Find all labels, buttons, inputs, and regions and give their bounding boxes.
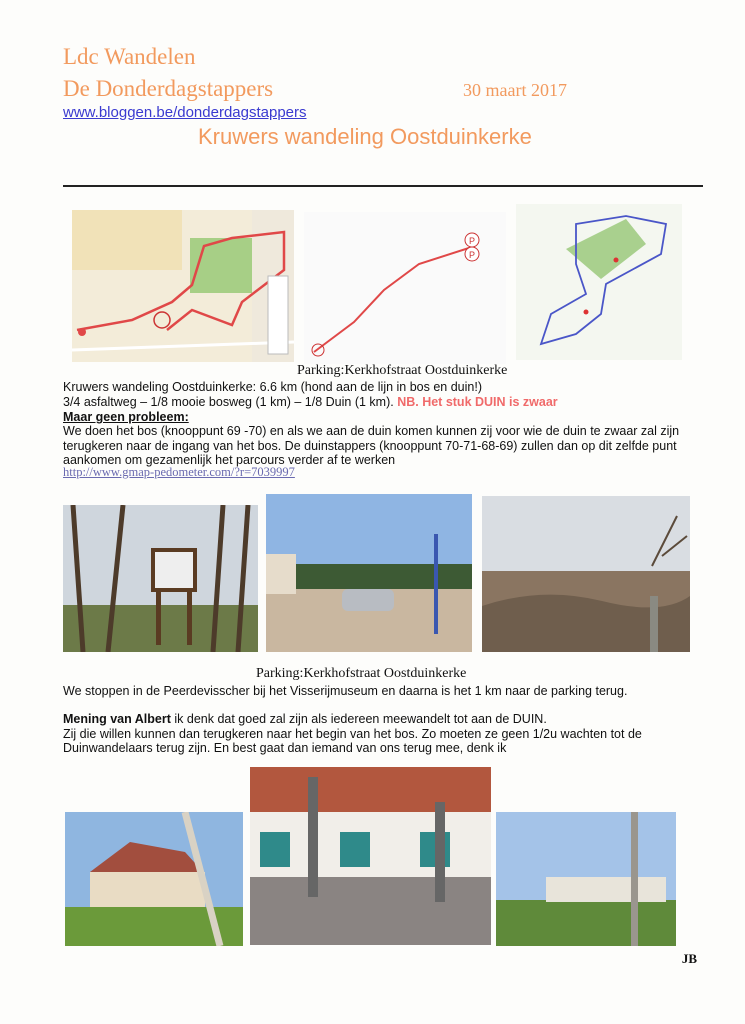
marker-p2: P <box>469 250 476 260</box>
marker-p1: P <box>469 236 476 246</box>
photo-museum-terrace <box>250 767 491 945</box>
map-image-dunes <box>516 204 682 360</box>
pedometer-link[interactable]: http://www.gmap-pedometer.com/?r=7039997 <box>63 465 295 479</box>
date: 30 maart 2017 <box>463 80 567 100</box>
author-initials: JB <box>681 951 697 966</box>
dune-warning: NB. Het stuk DUIN is zwaar <box>397 395 558 409</box>
opinion-line3: Duinwandelaars terug zijn. En best gaat dan iemand van ons terug mee, denk ik <box>63 741 507 755</box>
info-line2 <box>63 395 558 410</box>
info-line1: Kruwers wandeling Oostduinkerke: 6.6 km (hond aan de lijn in bos en duin!) <box>63 380 482 394</box>
opinion-line1-text: ik denk dat goed zal zijn als iedereen meewandelt tot aan de DUIN. <box>170 712 547 726</box>
photo-houses <box>65 812 243 946</box>
opinion-label: Mening van Albert <box>63 712 171 726</box>
middle-caption: Parking:Kerkhofstraat Oostduinkerke <box>256 666 467 681</box>
photo-street-view <box>496 812 676 946</box>
walk-title: Kruwers wandeling Oostduinkerke <box>198 124 532 149</box>
info-line2-text: 3/4 asfaltweg – 1/8 mooie bosweg (1 km) – 1/8 Duin (1 km). <box>63 395 394 409</box>
map-image-route <box>304 212 506 364</box>
blog-link[interactable]: www.bloggen.be/donderdagstappers <box>63 104 307 121</box>
org-title: Ldc Wandelen <box>63 44 196 69</box>
photo-forest-entrance <box>63 505 258 652</box>
photo-parking-lot <box>266 494 472 652</box>
info-para3: aankomen om gezamenlijk het parcours verder af te werken <box>63 453 396 467</box>
opinion-line1 <box>63 712 547 727</box>
divider <box>63 185 703 187</box>
parking-caption: Parking:Kerkhofstraat Oostduinkerke <box>297 363 508 378</box>
info-para2: terugkeren naar de ingang van het bos. De duinstappers (knooppunt 70-71-68-69) zullen dan op dit zelfde punt <box>63 439 677 453</box>
info-heading: Maar geen probleem: <box>63 410 189 424</box>
photo-dunes <box>482 496 690 652</box>
group-title: De Donderdagstappers <box>63 76 274 101</box>
info-para1: We doen het bos (knooppunt 69 -70) en als we aan de duin komen kunnen zij voor wie de duin te zwaar zal zijn <box>63 424 680 438</box>
opinion-line2: Zij die willen kunnen dan terugkeren naar het begin van het bos. Zo moeten ze geen 1/2u wachten tot de <box>63 727 642 741</box>
middle-text: We stoppen in de Peerdevisscher bij het Visserijmuseum en daarna is het 1 km naar de parking terug. <box>63 684 628 698</box>
map-image-overview <box>72 210 294 362</box>
